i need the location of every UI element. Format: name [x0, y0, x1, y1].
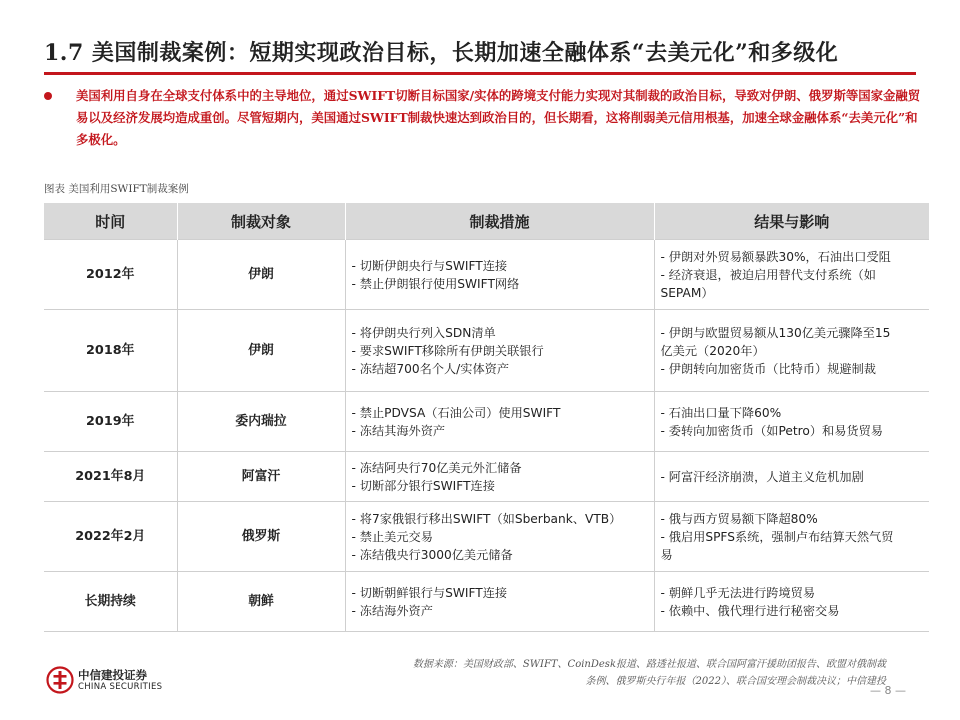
- cell-measures: [345, 240, 654, 310]
- result-line: - 经济衰退，被迫启用替代支付系统（如: [660, 267, 876, 282]
- measure-line: - 切断部分银行SWIFT连接: [351, 478, 495, 493]
- header-target: 制裁对象: [177, 203, 345, 240]
- data-source-note: [372, 656, 886, 690]
- result-line: - 俄启用SPFS系统，强制卢布结算天然气贸: [660, 529, 894, 544]
- cell-results: [654, 452, 929, 502]
- logo-english-name: CHINA SECURITIES: [78, 682, 163, 692]
- measure-line: - 切断朝鲜银行与SWIFT连接: [351, 585, 508, 600]
- result-line: - 朝鲜几乎无法进行跨境贸易: [660, 585, 816, 600]
- result-line: - 石油出口量下降60%: [660, 405, 782, 420]
- table-row: [44, 392, 929, 452]
- measure-line: - 禁止美元交易: [351, 529, 433, 544]
- cell-measures: [345, 310, 654, 392]
- table-row: [44, 572, 929, 632]
- title-divider: [44, 72, 916, 75]
- cell-results: [654, 392, 929, 452]
- result-line: - 委转向加密货币（如Petro）和易货贸易: [660, 423, 883, 438]
- cell-time: 2022年2月: [44, 502, 177, 572]
- header-time: 时间: [44, 203, 177, 240]
- result-line: - 伊朗对外贸易额暴跌30%，石油出口受阻: [660, 249, 891, 264]
- cell-measures: [345, 392, 654, 452]
- cell-time: 长期持续: [44, 572, 177, 632]
- measure-line: - 禁止伊朗银行使用SWIFT网络: [351, 276, 520, 291]
- cell-measures: [345, 572, 654, 632]
- header-results: 结果与影响: [654, 203, 929, 240]
- measure-line: - 将7家俄银行移出SWIFT（如Sberbank、VTB）: [351, 511, 622, 526]
- cell-time: 2021年8月: [44, 452, 177, 502]
- result-line: - 依赖中、俄代理行进行秘密交易: [660, 603, 840, 618]
- table-row: [44, 502, 929, 572]
- cell-target: 伊朗: [177, 240, 345, 310]
- measure-line: - 冻结超700名个人/实体资产: [351, 361, 510, 376]
- measure-line: - 冻结阿央行70亿美元外汇储备: [351, 460, 522, 475]
- intro-paragraph: 美国利用自身在全球支付体系中的主导地位，通过SWIFT切断目标国家/实体的跨境支付能力实现对其制裁的政治目标，导致对伊朗、俄罗斯等国家金融贸易以及经济发展均造成重创。尽管短期内，美国通过SWIFT制裁快速达到政治目的，但长期看，这将削弱美元信用根基，加速全球金融体系“去美元化”和多极化。: [76, 88, 921, 147]
- measure-line: - 冻结其海外资产: [351, 423, 446, 438]
- cell-time: 2018年: [44, 310, 177, 392]
- result-line: SEPAM）: [660, 285, 714, 300]
- page-number: — 8 —: [870, 684, 906, 697]
- cell-time: 2012年: [44, 240, 177, 310]
- header-measures: 制裁措施: [345, 203, 654, 240]
- cell-target: 朝鲜: [177, 572, 345, 632]
- china-securities-logo-icon: [46, 666, 74, 694]
- measure-line: - 要求SWIFT移除所有伊朗关联银行: [351, 343, 544, 358]
- cell-target: 阿富汗: [177, 452, 345, 502]
- table-body: [44, 240, 929, 632]
- page-title: 1.7 美国制裁案例：短期实现政治目标，长期加速全融体系“去美元化”和多级化: [44, 40, 839, 66]
- cell-target: 伊朗: [177, 310, 345, 392]
- figure-caption: 图表 美国利用SWIFT制裁案例: [44, 183, 189, 195]
- cell-target: 委内瑞拉: [177, 392, 345, 452]
- source-line-2: 条例、俄罗斯央行年报（2022）、联合国安理会制裁决议；中信建投: [585, 676, 886, 687]
- sanctions-table: [44, 203, 929, 632]
- bullet-icon: [44, 92, 52, 100]
- table-row: [44, 452, 929, 502]
- result-line: - 阿富汗经济崩溃，人道主义危机加剧: [660, 469, 864, 484]
- table-row: [44, 310, 929, 392]
- result-line: - 俄与西方贸易额下降超80%: [660, 511, 818, 526]
- cell-target: 俄罗斯: [177, 502, 345, 572]
- result-line: - 伊朗与欧盟贸易额从130亿美元骤降至15: [660, 325, 891, 340]
- logo-chinese-name: 中信建投证券: [78, 668, 147, 682]
- measure-line: - 切断伊朗央行与SWIFT连接: [351, 258, 508, 273]
- cell-results: [654, 572, 929, 632]
- result-line: 易: [660, 547, 673, 562]
- cell-results: [654, 310, 929, 392]
- cell-time: 2019年: [44, 392, 177, 452]
- measure-line: - 禁止PDVSA（石油公司）使用SWIFT: [351, 405, 561, 420]
- result-line: 亿美元（2020年）: [660, 343, 765, 358]
- table-header: [44, 203, 929, 240]
- measure-line: - 将伊朗央行列入SDN清单: [351, 325, 496, 340]
- measure-line: - 冻结俄央行3000亿美元储备: [351, 547, 513, 562]
- cell-results: [654, 240, 929, 310]
- cell-measures: [345, 502, 654, 572]
- source-line-1: 数据来源：美国财政部、SWIFT、CoinDesk报道、路透社报道、联合国阿富汗援助团报告、欧盟对俄制裁: [412, 659, 886, 670]
- company-logo: [46, 666, 186, 696]
- result-line: - 伊朗转向加密货币（比特币）规避制裁: [660, 361, 876, 376]
- cell-results: [654, 502, 929, 572]
- cell-measures: [345, 452, 654, 502]
- table-row: [44, 240, 929, 310]
- table-header-row: [44, 203, 929, 240]
- measure-line: - 冻结海外资产: [351, 603, 433, 618]
